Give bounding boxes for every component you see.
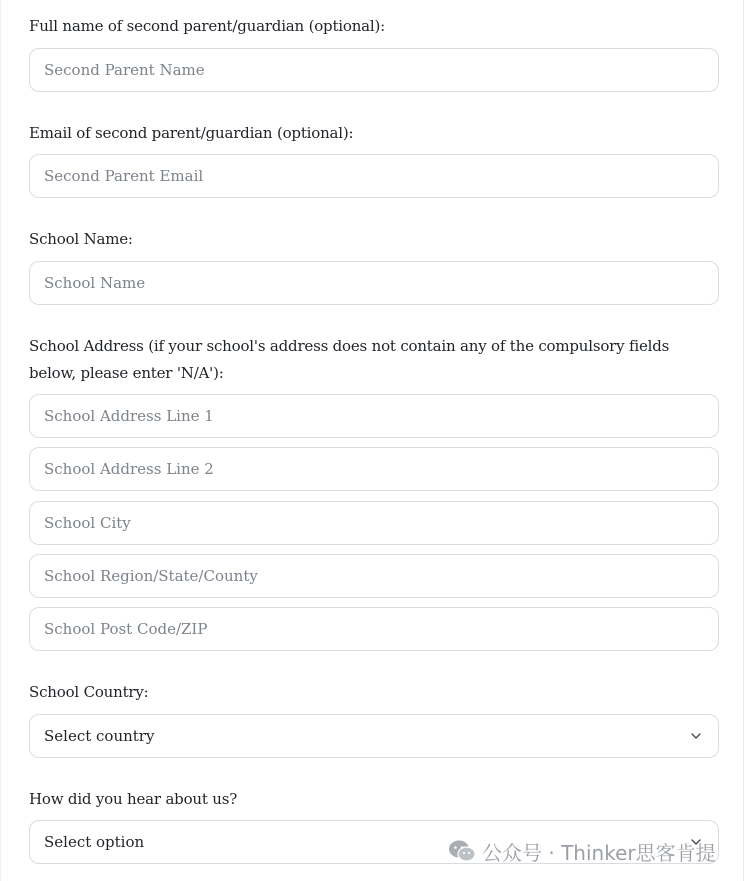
school-country-select[interactable] [29,714,719,758]
school-address-line2-input[interactable] [30,448,718,490]
second-parent-email-field[interactable] [29,154,719,198]
school-city-field[interactable] [29,501,719,545]
school-name-label: School Name: [29,230,133,248]
school-country-label: School Country: [29,683,149,701]
school-address-line1-field[interactable] [29,394,719,438]
school-region-field[interactable] [29,554,719,598]
school-city-input[interactable] [30,502,718,544]
watermark [448,836,716,866]
school-country-value: Select country [44,727,155,745]
second-parent-name-field[interactable] [29,48,719,92]
chevron-down-icon [690,730,702,742]
second-parent-email-input[interactable] [30,155,718,197]
wechat-icon [448,839,476,863]
watermark-text: 公众号 · Thinker思客肯提 [482,840,716,865]
school-postcode-input[interactable] [30,608,718,650]
second-parent-email-label: Email of second parent/guardian (optional): [29,124,354,142]
second-parent-name-label: Full name of second parent/guardian (optional): [29,17,386,35]
school-name-input[interactable] [30,262,718,304]
school-name-field[interactable] [29,261,719,305]
school-address-label: School Address (if your school's address does not contain any of the compulsory fields below, please enter 'N/A'): [29,337,670,382]
school-address-line1-input[interactable] [30,395,718,437]
hear-about-label: How did you hear about us? [29,790,238,808]
school-postcode-field[interactable] [29,607,719,651]
school-region-input[interactable] [30,555,718,597]
second-parent-name-input[interactable] [30,49,718,91]
hear-about-value: Select option [44,833,145,851]
school-address-line2-field[interactable] [29,447,719,491]
